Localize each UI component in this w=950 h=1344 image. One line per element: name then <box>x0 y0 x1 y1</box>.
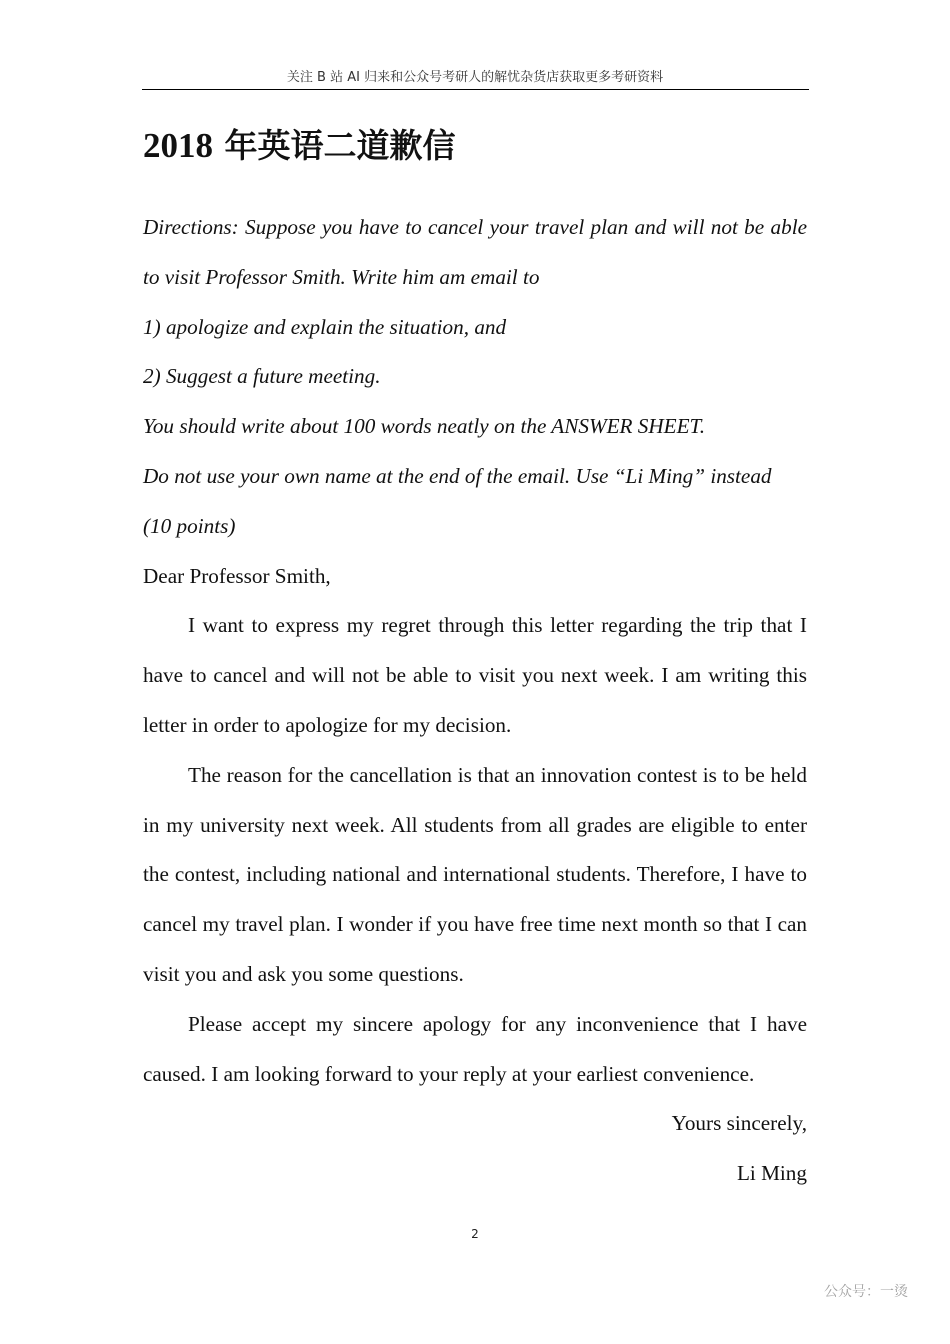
letter-paragraph-2: The reason for the cancellation is that an innovation contest is to be held in my university next week. All students from all grades are eligible to enter the contest, including national and international students. Therefore, I have to cancel my travel plan. I wonder if you have free time next month so that I can visit you and ask you some questions. <box>143 762 807 986</box>
letter-salutation: Dear Professor Smith, <box>143 563 331 588</box>
letter-closing: Yours sincerely, <box>671 1111 807 1136</box>
directions-point-2: 2) Suggest a future meeting. <box>143 364 381 389</box>
directions-name-instruction: Do not use your own name at the end of the email. Use “Li Ming” instead <box>143 463 772 488</box>
title-text: 年英语二道歉信 <box>213 126 456 165</box>
letter-paragraph-1: I want to express my regret through this letter regarding the trip that I have to cancel and will not be able to visit you next week. I am writing this letter in order to apologize for my decision. <box>143 613 807 737</box>
header-divider <box>142 89 809 90</box>
title-year: 2018 <box>143 126 213 165</box>
letter-signature: Li Ming <box>736 1161 807 1186</box>
letter-paragraph-3: Please accept my sincere apology for any inconvenience that I have caused. I am looking forward to your reply at your earliest convenience. <box>143 1011 807 1086</box>
directions-points: (10 points) <box>143 513 236 538</box>
page-header: 关注 B 站 AI 归来和公众号考研人的解忧杂货店获取更多考研资料 <box>286 70 664 85</box>
page-title <box>143 122 456 170</box>
page-number: 2 <box>471 1227 479 1241</box>
directions-point-1: 1) apologize and explain the situation, and <box>143 314 507 339</box>
watermark: 公众号：一烫 <box>824 1284 908 1300</box>
directions-word-count: You should write about 100 words neatly on the ANSWER SHEET. <box>143 414 706 439</box>
document-body <box>143 203 807 1199</box>
directions-text: Directions: Suppose you have to cancel your travel plan and will not be able to visit Professor Smith. Write him am email to <box>143 215 807 289</box>
